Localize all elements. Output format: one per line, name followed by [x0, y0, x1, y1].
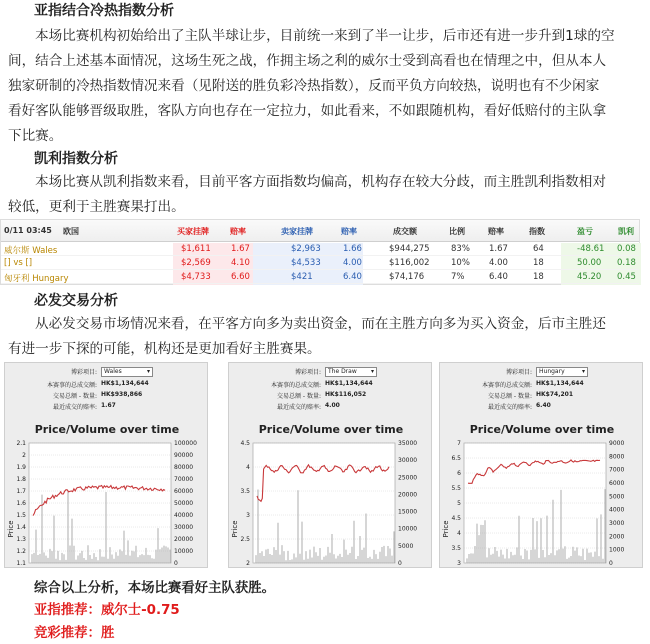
header-buy-odds: 赔率: [230, 227, 246, 236]
total-label: 本赛事的总成交额:: [46, 382, 97, 389]
header-volume: 成交额: [393, 227, 417, 236]
odds-cell-index: 18: [533, 272, 544, 282]
panel-info: [5, 367, 208, 421]
y-tick-label: 5: [457, 500, 461, 507]
y-tick-label: 1.8: [16, 476, 26, 483]
header-profit: 盈亏: [577, 227, 593, 236]
odds-cell-sell-odds: 1.66: [343, 244, 362, 254]
y2-tick-label: 100000: [174, 440, 197, 447]
header-buy: 买家挂牌: [177, 227, 209, 236]
y2-tick-label: 0: [609, 560, 613, 567]
market-select[interactable]: Hungary ▾: [536, 367, 588, 377]
y-tick-label: 2.5: [240, 536, 250, 543]
kelly-paragraph: [8, 170, 644, 220]
header-ratio: 比例: [449, 227, 465, 236]
y2-tick-label: 5000: [609, 493, 625, 501]
chart-title: Price/Volume over time: [258, 423, 404, 436]
y-tick-label: 2: [246, 560, 250, 567]
header-odds: 赔率: [488, 227, 504, 236]
y2-tick-label: 20000: [174, 536, 194, 543]
trade-value: HK$74,201: [536, 391, 573, 398]
market-panel: [228, 362, 432, 568]
y-tick-label: 4: [457, 530, 461, 537]
y-tick-label: 3.5: [451, 545, 461, 552]
odds-table-body: [1, 242, 639, 284]
y2-tick-label: 5000: [398, 542, 414, 550]
y-tick-label: 1.5: [16, 512, 26, 519]
chart-title: Price/Volume over time: [34, 423, 180, 436]
asian-line-4: 下比赛。: [8, 128, 63, 144]
odds-table-header: [1, 220, 639, 242]
y-tick-label: 6.5: [451, 455, 461, 462]
odds-cell-team: [] vs []: [4, 258, 33, 268]
odds-row: [1, 256, 639, 270]
y-axis-label: Price: [7, 520, 15, 538]
y-tick-label: 4.5: [240, 440, 250, 447]
y-tick-label: 2.1: [16, 440, 26, 447]
odds-cell-index: 64: [533, 244, 544, 254]
odds-cell-kelly: 0.18: [617, 258, 636, 268]
y-tick-label: 4.5: [451, 515, 461, 522]
summary-text: 综合以上分析，本场比赛看好主队获胜。: [34, 581, 276, 596]
y-axis-label: Price: [231, 520, 239, 538]
odds-cell-volume: $116,002: [389, 258, 430, 268]
odds-cell-sell: $2,963: [291, 244, 321, 254]
y2-tick-label: 30000: [174, 524, 194, 531]
odds-cell-odds: 4.00: [489, 258, 508, 268]
y-tick-label: 2: [22, 452, 26, 459]
exchange-line-1: 有进一步下探的可能，机构还是更加看好主胜赛果。: [8, 341, 321, 357]
recent-label: 最近成交的赔率:: [52, 404, 97, 411]
exchange-heading: 必发交易分析: [34, 293, 118, 309]
trade-label: 交易总额 - 数量:: [487, 393, 532, 400]
odds-cell-sell: $421: [291, 272, 313, 282]
odds-cell-index: 18: [533, 258, 544, 268]
recent-label: 最近成交的赔率:: [487, 404, 532, 411]
select-label: 博彩项目:: [70, 369, 97, 376]
asian-heading: 亚指结合冷热指数分析: [34, 3, 174, 19]
y2-tick-label: 1000: [609, 546, 625, 554]
odds-cell-volume: $944,275: [389, 244, 430, 254]
chart-title: Price/Volume over time: [469, 423, 615, 436]
total-value: HK$1,134,644: [536, 380, 584, 387]
odds-cell-team: 威尔斯 Wales: [4, 246, 58, 256]
odds-cell-sell-odds: 4.00: [343, 258, 362, 268]
market-panel: [4, 362, 208, 568]
market-select[interactable]: The Draw ▾: [325, 367, 377, 377]
asian-recommendation: 亚指推荐：威尔士-0.75: [34, 603, 180, 618]
trade-value: HK$116,052: [325, 391, 367, 398]
y2-tick-label: 0: [398, 560, 402, 567]
header-index: 指数: [529, 227, 545, 236]
odds-cell-volume: $74,176: [389, 272, 425, 282]
recent-value: 6.40: [536, 402, 551, 409]
header-league: 欧国: [63, 227, 79, 236]
odds-cell-ratio: 7%: [451, 272, 465, 282]
y2-tick-label: 60000: [174, 488, 194, 495]
kelly-line-1: 较低，更利于主胜赛果打出。: [8, 199, 185, 215]
odds-cell-buy-odds: 1.67: [231, 244, 250, 254]
odds-cell-buy-odds: 4.10: [231, 258, 250, 268]
odds-cell-buy: $1,611: [181, 244, 211, 254]
y-tick-label: 1.7: [16, 488, 26, 495]
y2-tick-label: 30000: [398, 457, 418, 465]
y2-tick-label: 25000: [398, 474, 418, 482]
y-tick-label: 4: [246, 464, 250, 471]
plot-area: [253, 443, 395, 563]
odds-cell-profit: 45.20: [577, 272, 602, 282]
recent-value: 1.67: [101, 402, 116, 409]
y2-tick-label: 2000: [609, 533, 625, 541]
y2-tick-label: 7000: [609, 466, 625, 474]
odds-cell-profit: -48.61: [577, 244, 605, 254]
price-volume-chart: [440, 437, 643, 568]
trade-value: HK$938,866: [101, 391, 143, 398]
market-select[interactable]: Wales ▾: [101, 367, 153, 377]
y2-tick-label: 35000: [398, 440, 418, 447]
y-tick-label: 5.5: [451, 485, 461, 492]
trade-label: 交易总额 - 数量:: [276, 393, 321, 400]
header-sell-odds: 赔率: [341, 227, 357, 236]
total-label: 本赛事的总成交额:: [270, 382, 321, 389]
odds-row: [1, 270, 639, 284]
price-volume-chart: [5, 437, 208, 568]
y2-tick-label: 3000: [609, 520, 625, 527]
price-volume-chart: [229, 437, 432, 568]
odds-cell-ratio: 83%: [451, 244, 470, 254]
asian-paragraph: [8, 24, 644, 149]
header-sell: 卖家挂牌: [281, 227, 313, 236]
y2-tick-label: 50000: [174, 500, 194, 507]
asian-line-0: 本场比赛机构初始给出了主队半球让步，目前统一来到了半一让步，后市还有进一步升到1球的空: [35, 28, 615, 44]
odds-cell-profit: 50.00: [577, 258, 602, 268]
y2-tick-label: 70000: [174, 476, 194, 483]
y2-tick-label: 8000: [609, 453, 625, 461]
y2-tick-label: 40000: [174, 512, 194, 519]
odds-cell-odds: 6.40: [489, 272, 508, 282]
y2-tick-label: 80000: [174, 464, 194, 471]
y2-tick-label: 20000: [398, 491, 418, 499]
select-label: 博彩项目:: [294, 369, 321, 376]
y2-tick-label: 0: [174, 560, 178, 567]
lottery-recommendation: 竞彩推荐：胜: [34, 626, 115, 641]
asian-line-1: 间，结合上述基本面情况，这场生死之战，作拥主场之利的威尔士受到高看也在情理之中，但从本人: [8, 53, 607, 69]
y-tick-label: 6: [457, 470, 461, 477]
y-tick-label: 1.9: [16, 464, 26, 471]
kelly-heading: 凯利指数分析: [34, 151, 118, 167]
odds-cell-sell-odds: 6.40: [343, 272, 362, 282]
header-date: 0/11 03:45: [4, 226, 52, 235]
total-value: HK$1,134,644: [101, 380, 149, 387]
odds-cell-odds: 1.67: [489, 244, 508, 254]
asian-line-2: 独家研制的冷热指数情况来看（见附送的胜负彩冷热指数），反而平负方向较热，说明也有不少闲家: [8, 78, 600, 94]
asian-line-3: 看好客队能够晋级取胜，客队方向也存在一定拉力，如此看来，不如跟随机构，看好低赔付的主队拿: [8, 103, 607, 119]
y2-tick-label: 15000: [398, 508, 418, 516]
odds-cell-buy: $2,569: [181, 258, 211, 268]
panel-info: [229, 367, 432, 421]
y-axis-label: Price: [442, 520, 450, 538]
recent-value: 4.00: [325, 402, 340, 409]
odds-cell-team: 匈牙利 Hungary: [4, 274, 69, 284]
odds-cell-kelly: 0.45: [617, 272, 636, 282]
exchange-line-0: 从必发交易市场情况来看，在平客方向多为卖出资金，而在主胜方向多为买入资金，后市主胜还: [35, 316, 606, 332]
y-tick-label: 1.1: [16, 560, 26, 567]
market-panel: [439, 362, 643, 568]
y2-tick-label: 10000: [174, 548, 194, 555]
panel-info: [440, 367, 643, 421]
exchange-paragraph: [8, 312, 644, 362]
y-tick-label: 3.5: [240, 488, 250, 495]
odds-row: [1, 242, 639, 256]
total-label: 本赛事的总成交额:: [481, 382, 532, 389]
total-value: HK$1,134,644: [325, 380, 373, 387]
odds-cell-ratio: 10%: [451, 258, 470, 268]
odds-cell-buy-odds: 6.60: [231, 272, 250, 282]
y2-tick-label: 90000: [174, 452, 194, 459]
kelly-line-0: 本场比赛从凯利指数来看，目前平客方面指数均偏高，机构存在较大分歧，而主胜凯利指数相对: [35, 174, 606, 190]
y-tick-label: 1.4: [16, 524, 26, 531]
odds-table: [0, 219, 640, 285]
header-kelly: 凯利: [618, 227, 634, 236]
y-tick-label: 1.2: [16, 548, 26, 555]
y-tick-label: 3: [457, 560, 461, 567]
y2-tick-label: 4000: [609, 506, 625, 514]
trade-label: 交易总额 - 数量:: [52, 393, 97, 400]
odds-cell-kelly: 0.08: [617, 244, 636, 254]
y2-tick-label: 9000: [609, 440, 625, 447]
y2-tick-label: 6000: [609, 480, 625, 487]
y-tick-label: 3: [246, 512, 250, 519]
y-tick-label: 1.6: [16, 500, 26, 507]
recent-label: 最近成交的赔率:: [276, 404, 321, 411]
y2-tick-label: 10000: [398, 525, 418, 533]
y-tick-label: 1.3: [16, 536, 26, 543]
odds-cell-buy: $4,733: [181, 272, 211, 282]
y-tick-label: 7: [457, 440, 461, 447]
odds-cell-sell: $4,533: [291, 258, 321, 268]
select-label: 博彩项目:: [505, 369, 532, 376]
